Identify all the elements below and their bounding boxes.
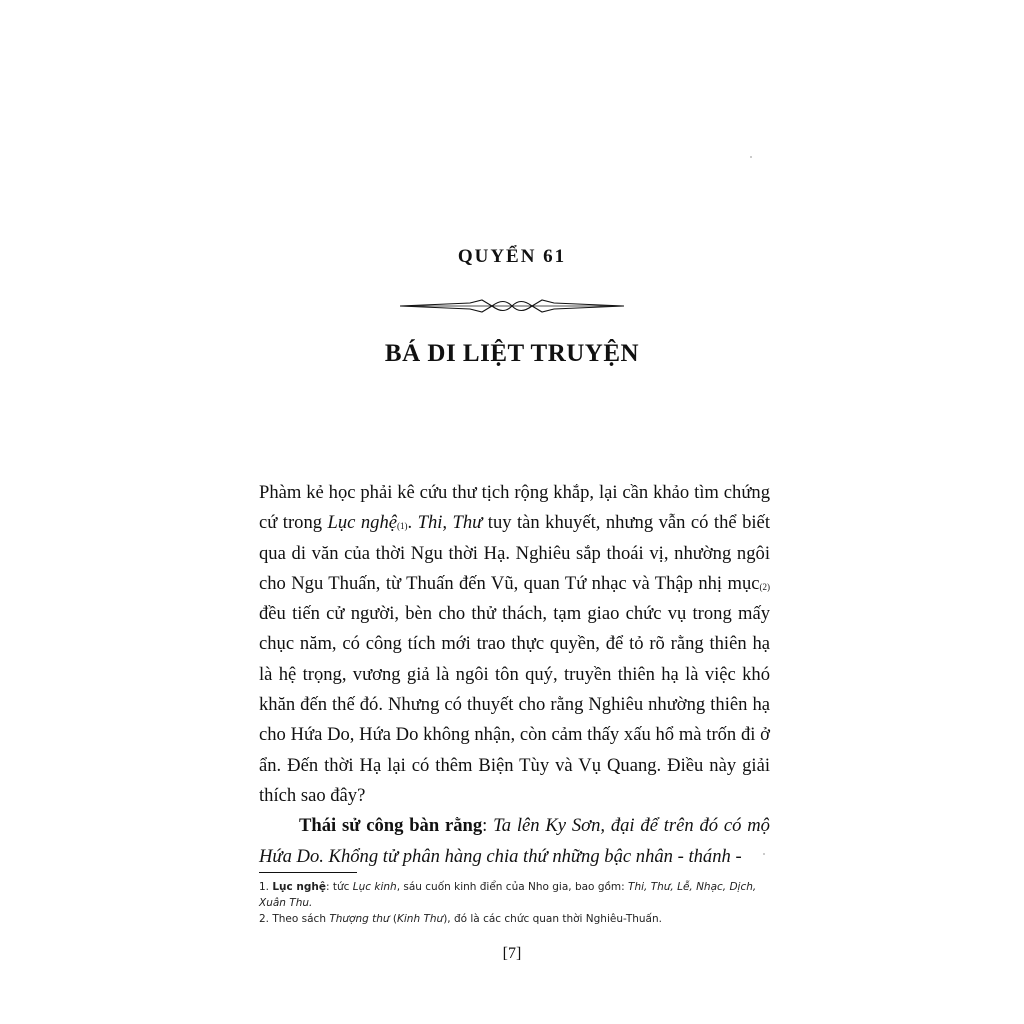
paragraph-1: Phàm kẻ học phải kê cứu thư tịch rộng khắp, lại cần khảo tìm chứng cứ trong Lục nghệ$^{(1)}$. Thi, Thư tuy tàn khuyết, nhưng vẫn có thể biết qua di văn của thời Ngu thời Hạ. Nghiêu sắp thoái vị, nhường ngôi cho Ngu Thuấn, từ Thuấn đến Vũ, quan Tứ nhạc và Thập nhị mục$^{(2)}$ đều tiến cử người, bèn cho thử thách, tạm giao chức vụ trong mấy chục năm, có công tích mới trao thực quyền, để tỏ rõ rằng thiên hạ là hệ trọng, vương giả là ngôi tôn quý, truyền thiên hạ là việc khó khăn đến thế đó. Nhưng có thuyết cho rằng Nghiêu nhường thiên hạ cho Hứa Do, Hứa Do không nhận, còn cảm thấy xấu hổ mà trốn đi ở ẩn. Đến thời Hạ lại có thêm Biện Tùy và Vụ Quang. Điều này giải thích sao đây? (259, 482, 770, 806)
scan-speck (750, 156, 752, 158)
footnote-2: 2. Theo sách Thượng thư (Kinh Thư), đó là các chức quan thời Nghiêu-Thuấn. (259, 913, 662, 925)
chapter-title: BÁ DI LIỆT TRUYỆN (384, 340, 640, 367)
scan-speck (763, 853, 765, 855)
footnote-1: 1. Lục nghệ: tức Lục kinh, sáu cuốn kinh điển của Nho gia, bao gồm: Thi, Thư, Lễ, Nhạc, Dịch, Xuân Thu. (259, 881, 757, 909)
ornament-divider (400, 296, 624, 316)
body-text (259, 478, 770, 872)
paragraph-2: Thái sử công bàn rằng: Ta lên Ky Sơn, đại để trên đó có mộ Hứa Do. Khổng tử phân hàng chia thứ những bậc nhân - thánh - (259, 815, 770, 867)
chapter-label: QUYỂN 61 (457, 246, 567, 267)
footnote-rule (259, 872, 357, 873)
footnotes (259, 879, 779, 927)
page-number: [7] (502, 945, 522, 962)
